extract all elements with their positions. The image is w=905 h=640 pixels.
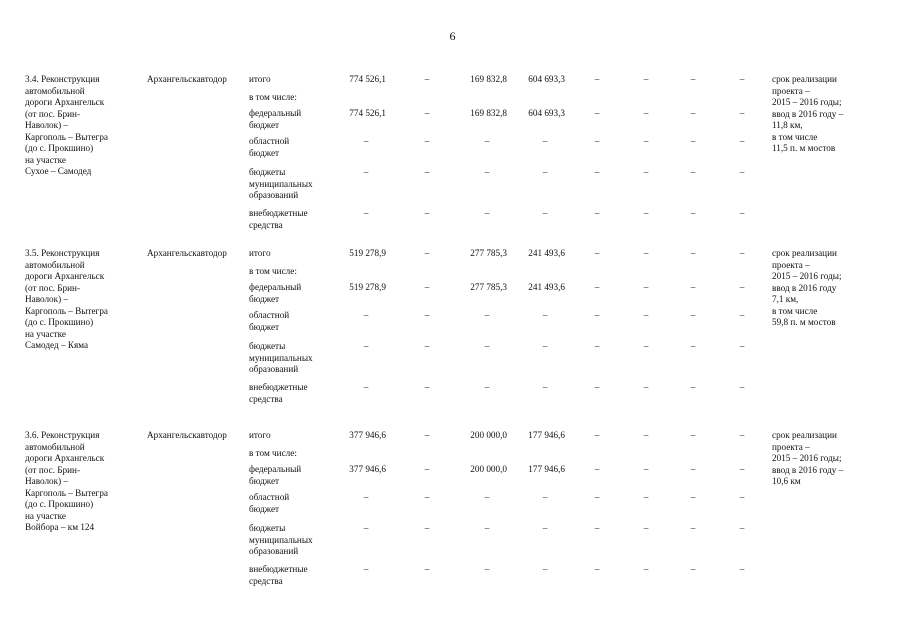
amount-cell: – — [594, 108, 600, 118]
amount-cell: – — [484, 382, 490, 392]
amount-cell: – — [739, 341, 745, 351]
amount-cell: – — [739, 430, 745, 440]
amount-cell: – — [363, 382, 369, 392]
amount-cell: – — [594, 310, 600, 320]
amount-cell: – — [739, 74, 745, 84]
amount-cell: – — [594, 430, 600, 440]
amount-cell: – — [542, 310, 548, 320]
amount-cell: – — [363, 310, 369, 320]
amount-cell: – — [690, 310, 696, 320]
amount-cell: 200 000,0 — [470, 430, 507, 440]
amount-cell: – — [424, 167, 430, 177]
funding-source-label: федеральный бюджет — [249, 108, 302, 130]
project-note: срок реализации проекта – 2015 – 2016 годы; ввод в 2016 году – 10,6 км — [772, 430, 844, 486]
amount-cell: 200 000,0 — [470, 464, 507, 474]
amount-cell: – — [424, 341, 430, 351]
funding-source-label: внебюджетные средства — [249, 208, 308, 230]
funding-source-label: бюджеты муниципальных образований — [249, 167, 313, 200]
amount-cell: 519 278,9 — [349, 282, 386, 292]
amount-cell: 774 526,1 — [349, 108, 386, 118]
amount-cell: – — [594, 282, 600, 292]
amount-cell: – — [363, 492, 369, 502]
amount-cell: – — [542, 208, 548, 218]
amount-cell: – — [424, 74, 430, 84]
amount-cell: 241 493,6 — [528, 282, 565, 292]
amount-cell: – — [643, 208, 649, 218]
amount-cell: – — [484, 167, 490, 177]
amount-cell: – — [739, 492, 745, 502]
amount-cell: – — [690, 136, 696, 146]
amount-cell: 169 832,8 — [470, 74, 507, 84]
funding-source-label: в том числе: — [249, 266, 297, 276]
amount-cell: – — [643, 564, 649, 574]
project-executor: Архангельскавтодор — [147, 248, 227, 258]
amount-cell: – — [594, 382, 600, 392]
amount-cell: – — [594, 74, 600, 84]
amount-cell: – — [739, 564, 745, 574]
funding-source-label: итого — [249, 74, 271, 84]
amount-cell: – — [739, 382, 745, 392]
amount-cell: 377 946,6 — [349, 464, 386, 474]
amount-cell: – — [690, 523, 696, 533]
amount-cell: – — [542, 523, 548, 533]
amount-cell: – — [643, 108, 649, 118]
amount-cell: – — [424, 282, 430, 292]
amount-cell: – — [739, 208, 745, 218]
project-note: срок реализации проекта – 2015 – 2016 годы; ввод в 2016 году 7,1 км, в том числе 59,8 п. м мостов — [772, 248, 842, 327]
amount-cell: – — [542, 492, 548, 502]
project-block — [0, 74, 905, 244]
amount-cell: – — [424, 492, 430, 502]
amount-cell: – — [424, 136, 430, 146]
amount-cell: – — [739, 108, 745, 118]
amount-cell: – — [690, 248, 696, 258]
amount-cell: – — [484, 310, 490, 320]
amount-cell: 277 785,3 — [470, 282, 507, 292]
amount-cell: 177 946,6 — [528, 464, 565, 474]
amount-cell: – — [643, 74, 649, 84]
amount-cell: – — [484, 341, 490, 351]
amount-cell: – — [739, 136, 745, 146]
amount-cell: – — [690, 382, 696, 392]
amount-cell: – — [690, 564, 696, 574]
amount-cell: – — [542, 341, 548, 351]
amount-cell: – — [739, 282, 745, 292]
amount-cell: – — [484, 492, 490, 502]
amount-cell: – — [484, 523, 490, 533]
project-note: срок реализации проекта – 2015 – 2016 годы; ввод в 2016 году – 11,8 км, в том числе 11,5 п. м мостов — [772, 74, 844, 153]
amount-cell: 377 946,6 — [349, 430, 386, 440]
amount-cell: – — [363, 523, 369, 533]
amount-cell: – — [643, 282, 649, 292]
amount-cell: – — [643, 341, 649, 351]
amount-cell: 169 832,8 — [470, 108, 507, 118]
amount-cell: – — [739, 310, 745, 320]
project-name: 3.4. Реконструкция автомобильной дороги Архангельск (от пос. Брин- Наволок) – Каргополь – Вытегра (до с. Прокшино) на участке Сухое – Самодед — [25, 74, 108, 176]
amount-cell: – — [643, 523, 649, 533]
amount-cell: – — [739, 248, 745, 258]
amount-cell: – — [643, 430, 649, 440]
amount-cell: – — [643, 382, 649, 392]
amount-cell: – — [690, 341, 696, 351]
amount-cell: – — [363, 167, 369, 177]
amount-cell: – — [643, 464, 649, 474]
funding-source-label: федеральный бюджет — [249, 464, 302, 486]
amount-cell: – — [594, 523, 600, 533]
amount-cell: – — [424, 382, 430, 392]
amount-cell: – — [424, 430, 430, 440]
amount-cell: – — [363, 136, 369, 146]
amount-cell: – — [594, 341, 600, 351]
amount-cell: – — [542, 382, 548, 392]
amount-cell: – — [542, 167, 548, 177]
amount-cell: – — [484, 136, 490, 146]
amount-cell: – — [424, 108, 430, 118]
amount-cell: – — [739, 464, 745, 474]
amount-cell: – — [542, 564, 548, 574]
amount-cell: – — [739, 167, 745, 177]
amount-cell: – — [424, 523, 430, 533]
amount-cell: – — [643, 136, 649, 146]
amount-cell: – — [643, 167, 649, 177]
funding-source-label: в том числе: — [249, 92, 297, 102]
amount-cell: 604 693,3 — [528, 74, 565, 84]
funding-source-label: в том числе: — [249, 448, 297, 458]
amount-cell: – — [484, 208, 490, 218]
amount-cell: – — [363, 208, 369, 218]
project-block — [0, 248, 905, 418]
amount-cell: – — [690, 167, 696, 177]
amount-cell: – — [594, 564, 600, 574]
project-block — [0, 430, 905, 600]
amount-cell: – — [594, 492, 600, 502]
funding-source-label: федеральный бюджет — [249, 282, 302, 304]
amount-cell: – — [594, 208, 600, 218]
amount-cell: – — [643, 310, 649, 320]
amount-cell: – — [690, 282, 696, 292]
amount-cell: – — [363, 341, 369, 351]
amount-cell: – — [643, 492, 649, 502]
amount-cell: – — [594, 136, 600, 146]
amount-cell: – — [690, 74, 696, 84]
amount-cell: 774 526,1 — [349, 74, 386, 84]
funding-source-label: областной бюджет — [249, 310, 290, 332]
amount-cell: – — [690, 430, 696, 440]
amount-cell: – — [424, 464, 430, 474]
amount-cell: – — [363, 564, 369, 574]
amount-cell: – — [424, 310, 430, 320]
project-name: 3.6. Реконструкция автомобильной дороги Архангельск (от пос. Брин- Наволок) – Каргополь – Вытегра (до с. Прокшино) на участке Войбора – км 124 — [25, 430, 108, 532]
amount-cell: – — [484, 564, 490, 574]
amount-cell: – — [690, 108, 696, 118]
funding-source-label: внебюджетные средства — [249, 382, 308, 404]
amount-cell: 177 946,6 — [528, 430, 565, 440]
amount-cell: – — [594, 248, 600, 258]
funding-source-label: бюджеты муниципальных образований — [249, 523, 313, 556]
amount-cell: – — [424, 248, 430, 258]
amount-cell: – — [739, 523, 745, 533]
amount-cell: 604 693,3 — [528, 108, 565, 118]
funding-source-label: областной бюджет — [249, 136, 290, 158]
amount-cell: – — [542, 136, 548, 146]
funding-source-label: внебюджетные средства — [249, 564, 308, 586]
amount-cell: – — [690, 208, 696, 218]
funding-source-label: итого — [249, 248, 271, 258]
amount-cell: – — [424, 564, 430, 574]
amount-cell: – — [690, 492, 696, 502]
project-executor: Архангельскавтодор — [147, 430, 227, 440]
amount-cell: – — [594, 464, 600, 474]
amount-cell: – — [424, 208, 430, 218]
amount-cell: – — [643, 248, 649, 258]
amount-cell: – — [690, 464, 696, 474]
funding-source-label: областной бюджет — [249, 492, 290, 514]
amount-cell: 519 278,9 — [349, 248, 386, 258]
project-name: 3.5. Реконструкция автомобильной дороги Архангельск (от пос. Брин- Наволок) – Каргополь – Вытегра (до с. Прокшино) на участке Самодед – Кяма — [25, 248, 108, 350]
funding-source-label: бюджеты муниципальных образований — [249, 341, 313, 374]
page-number: 6 — [449, 29, 456, 43]
amount-cell: 241 493,6 — [528, 248, 565, 258]
project-executor: Архангельскавтодор — [147, 74, 227, 84]
funding-source-label: итого — [249, 430, 271, 440]
amount-cell: 277 785,3 — [470, 248, 507, 258]
amount-cell: – — [594, 167, 600, 177]
